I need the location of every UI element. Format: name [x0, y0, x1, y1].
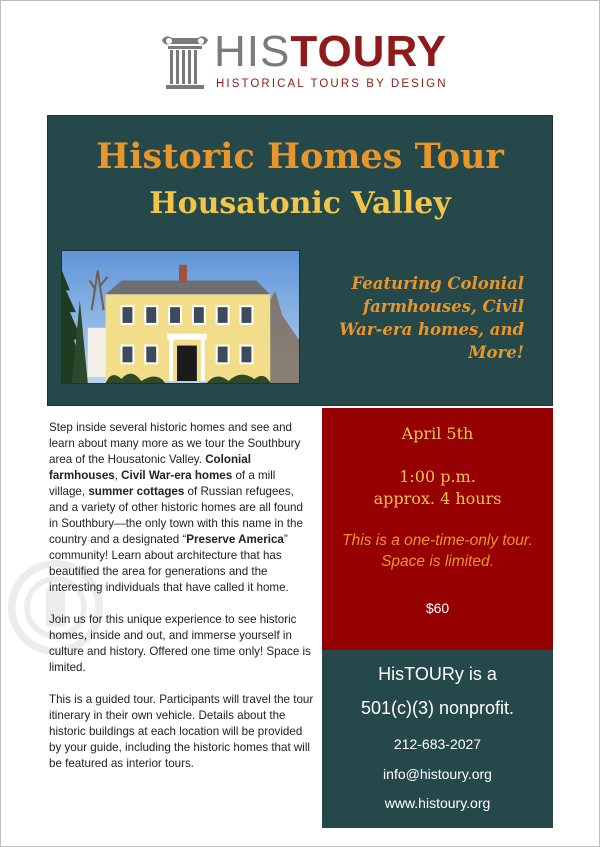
nonprofit-line-2: 501(c)(3) nonprofit. [360, 698, 515, 718]
header-panel [47, 115, 553, 406]
p1-text-a: Step inside several historic homes and see and learn about many more as we tour the Southbury area of the Housatonic Valley. [49, 421, 301, 466]
logo-his: HIS [214, 27, 291, 76]
event-price: $60 [425, 600, 450, 616]
contact-email-link[interactable]: info@histoury.org [383, 766, 492, 782]
logo-tagline: HISTORICAL TOURS BY DESIGN [216, 78, 448, 90]
event-time-block [322, 466, 553, 510]
historic-house-photo [61, 250, 300, 384]
p1-bold-civil-war: Civil War-era homes [121, 469, 233, 482]
contact-panel [322, 650, 553, 828]
tour-subtitle: Housatonic Valley [149, 186, 451, 221]
website-link[interactable]: www.histoury.org [384, 795, 491, 811]
p1-bold-colonial: Colonial farmhouses [49, 453, 251, 482]
event-duration: approx. 4 hours [373, 489, 502, 508]
event-details-panel [322, 408, 553, 650]
description-paragraph-1 [49, 420, 314, 596]
description-paragraph-2: Join us for this unique experience to see historic homes, inside and out, and immerse yourself in culture and history. Offered one time only! Space is limited. [49, 613, 311, 674]
p1-text-f: ” community! Learn about architecture that has beautified the area for generations and the interesting individuals that have called it home. [49, 533, 289, 594]
ionic-column-icon [160, 34, 210, 90]
event-time: 1:00 p.m. [399, 467, 476, 486]
description-column [49, 420, 314, 788]
description-paragraph-3: This is a guided tour. Participants will travel the tour itinerary in their own vehicle. Details about the historic buildings at each location will be provided by your guide, including the historic homes that will be featured as interior tours. [49, 693, 314, 770]
nonprofit-line-1: HisTOURy is a [378, 664, 497, 684]
p1-text-c: , [114, 469, 122, 482]
featuring-text: Featuring Colonial farmhouses, Civil War-era homes, and More! [339, 274, 524, 362]
event-note: This is a one-time-only tour. Space is limited. [342, 532, 533, 570]
p1-text-d: of a mill village, [49, 469, 276, 498]
logo-toury: TOURY [290, 27, 447, 76]
histoury-logo[interactable] [160, 27, 448, 92]
contact-phone[interactable]: 212-683-2027 [393, 736, 482, 752]
p1-bold-summer: summer cottages [88, 485, 185, 498]
p1-text-e: of Russian refugees, and a variety of other historic homes are all found in Southbury—the only town with this name in the country and a designated “ [49, 485, 303, 546]
p1-bold-preserve: Preserve America [186, 533, 284, 546]
logo-wordmark [214, 28, 447, 76]
event-date: April 5th [401, 424, 474, 443]
tour-title: Historic Homes Tour [96, 136, 504, 177]
